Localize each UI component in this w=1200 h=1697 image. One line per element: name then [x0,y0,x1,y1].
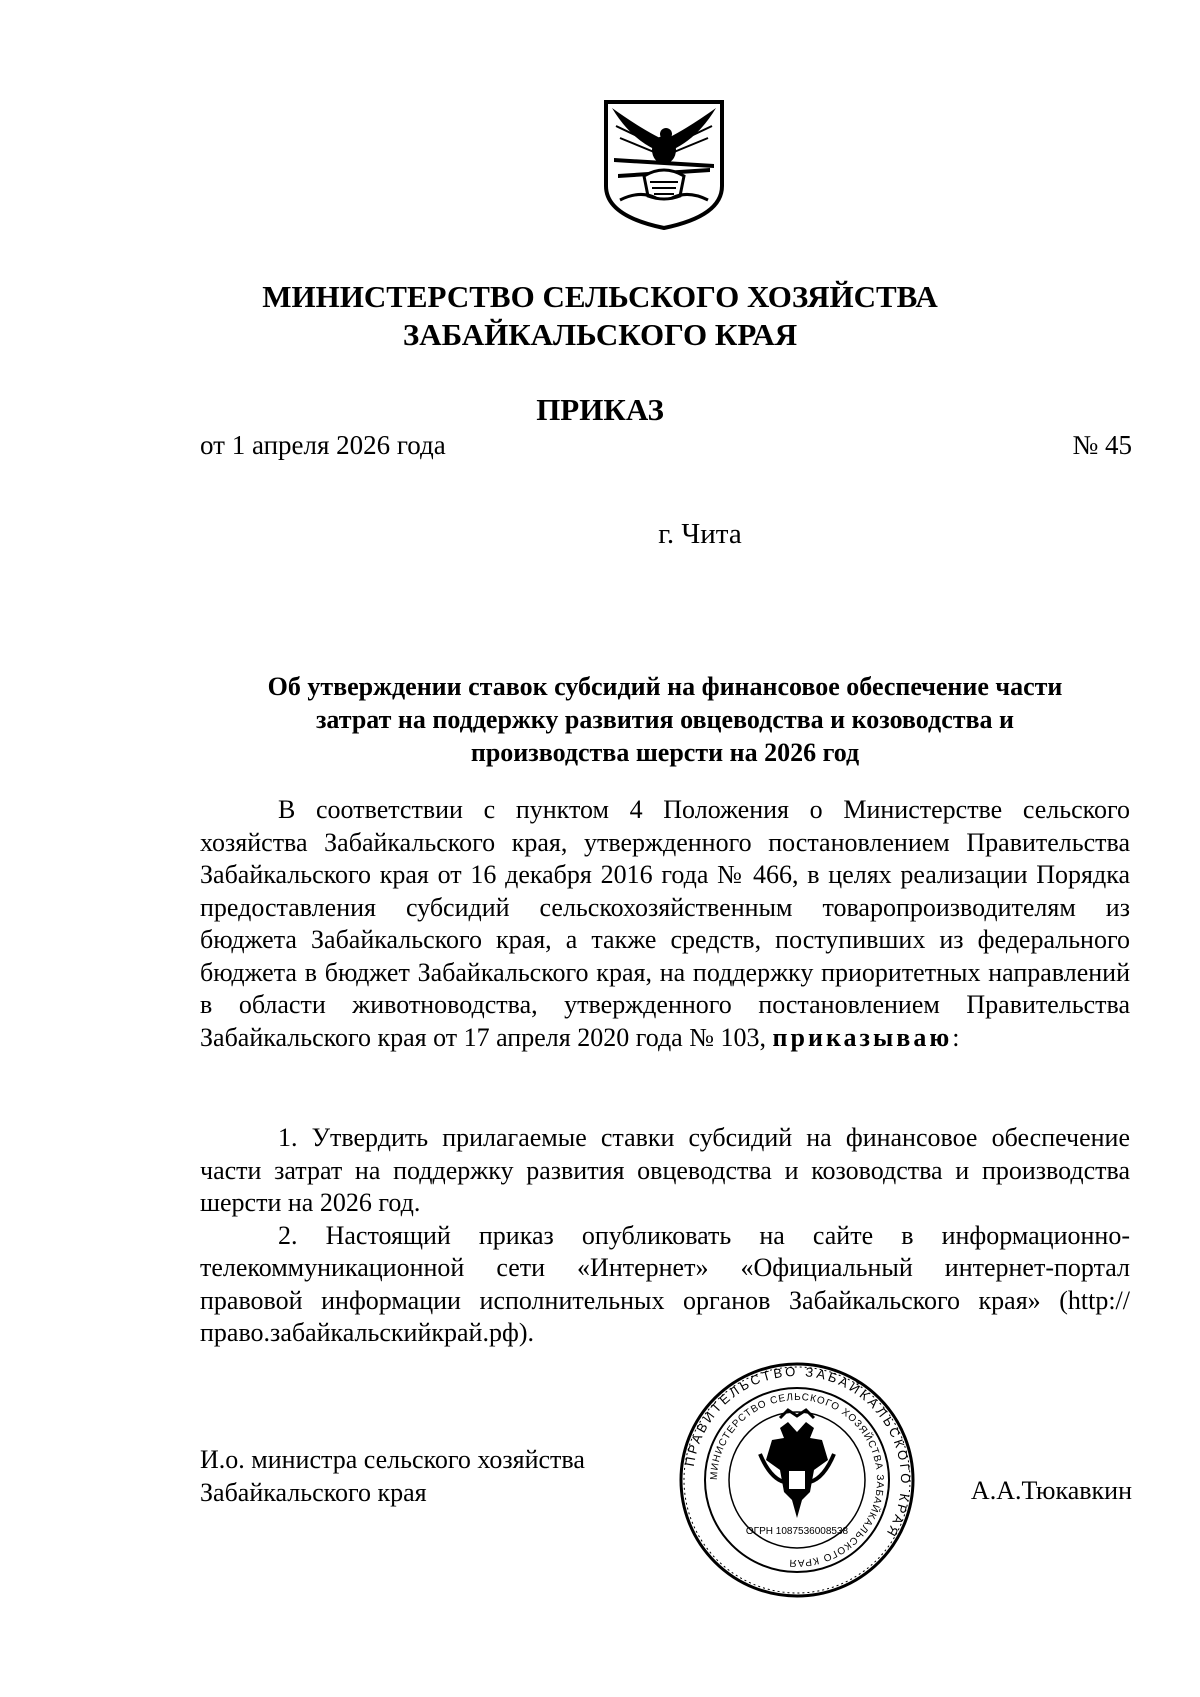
ministry-title-line1: МИНИСТЕРСТВО СЕЛЬСКОГО ХОЗЯЙСТВА [262,279,938,314]
signatory-name: А.А.Тюкавкин [970,1476,1132,1505]
order-item-2: 2. Настоящий приказ опубликовать на сайте в информационно-телекоммуникационной сети «Интернет» «Официальный интернет-портал правовой информации исполнительных органов Забайкальского края» (http://право.забайкальскийкрай.рф). [200,1220,1130,1347]
document-type: ПРИКАЗ [536,392,664,427]
signatory-position [200,1443,585,1509]
seal-ogrn: ОГРН 1087536008538 [745,1526,849,1537]
signatory-position-line2: Забайкальского края [200,1478,427,1507]
seal-outer-ring-text: ПРАВИТЕЛЬСТВО ЗАБАЙКАЛЬСКОГО КРАЯ [681,1363,914,1542]
subject-line1: Об утверждении ставок субсидий на финансовое обеспечение части [267,672,1063,701]
order-items [200,1122,1130,1350]
coat-of-arms-emblem [600,98,728,230]
document-number: № 45 [1072,430,1132,460]
zabaykalsky-krai-coat-of-arms-icon [600,98,728,230]
preamble-paragraph [200,794,1130,1054]
order-item-1: 1. Утвердить прилагаемые ставки субсидий на финансовое обеспечение части затрат на поддержку развития овцеводства и козоводства и производства шерсти на 2026 год. [200,1123,1130,1217]
subject-line3: производства шерсти на 2026 год [470,738,860,767]
document-date: от 1 апреля 2026 года [200,430,446,460]
document-subject [200,670,1130,769]
preamble-colon: : [952,1022,960,1052]
preamble-text: В соответствии с пунктом 4 Положения о Министерстве сельского хозяйства Забайкальского края, утвержденного постановлением Правительства Забайкальского края от 16 декабря 2016 года № 466, в целях реализации Порядка предоставления субсидий сельскохозяйственным товаропроизводителям из бюджета Забайкальского края, а также средств, поступивших из федерального бюджета в бюджет Забайкальского края, на поддержку приоритетных направлений в области животноводства, утвержденного постановлением Правительства Забайкальского края от 17 апреля 2020 года № 103, [200,795,1130,1052]
ministry-title [200,278,1000,354]
seal-inner-ring-text: МИНИСТЕРСТВО СЕЛЬСКОГО ХОЗЯЙСТВА ЗАБАЙКАЛЬСКОГО КРАЯ [708,1391,886,1569]
subject-line2: затрат на поддержку развития овцеводства и козоводства и [315,705,1015,734]
signatory-position-line1: И.о. министра сельского хозяйства [200,1445,585,1474]
double-headed-eagle-icon [760,1410,834,1518]
official-seal [676,1362,918,1598]
ministry-title-line2: ЗАБАЙКАЛЬСКОГО КРАЯ [402,317,798,352]
official-seal-icon [676,1362,918,1598]
preamble-keyword: приказываю [772,1022,953,1052]
document-city: г. Чита [658,518,742,550]
